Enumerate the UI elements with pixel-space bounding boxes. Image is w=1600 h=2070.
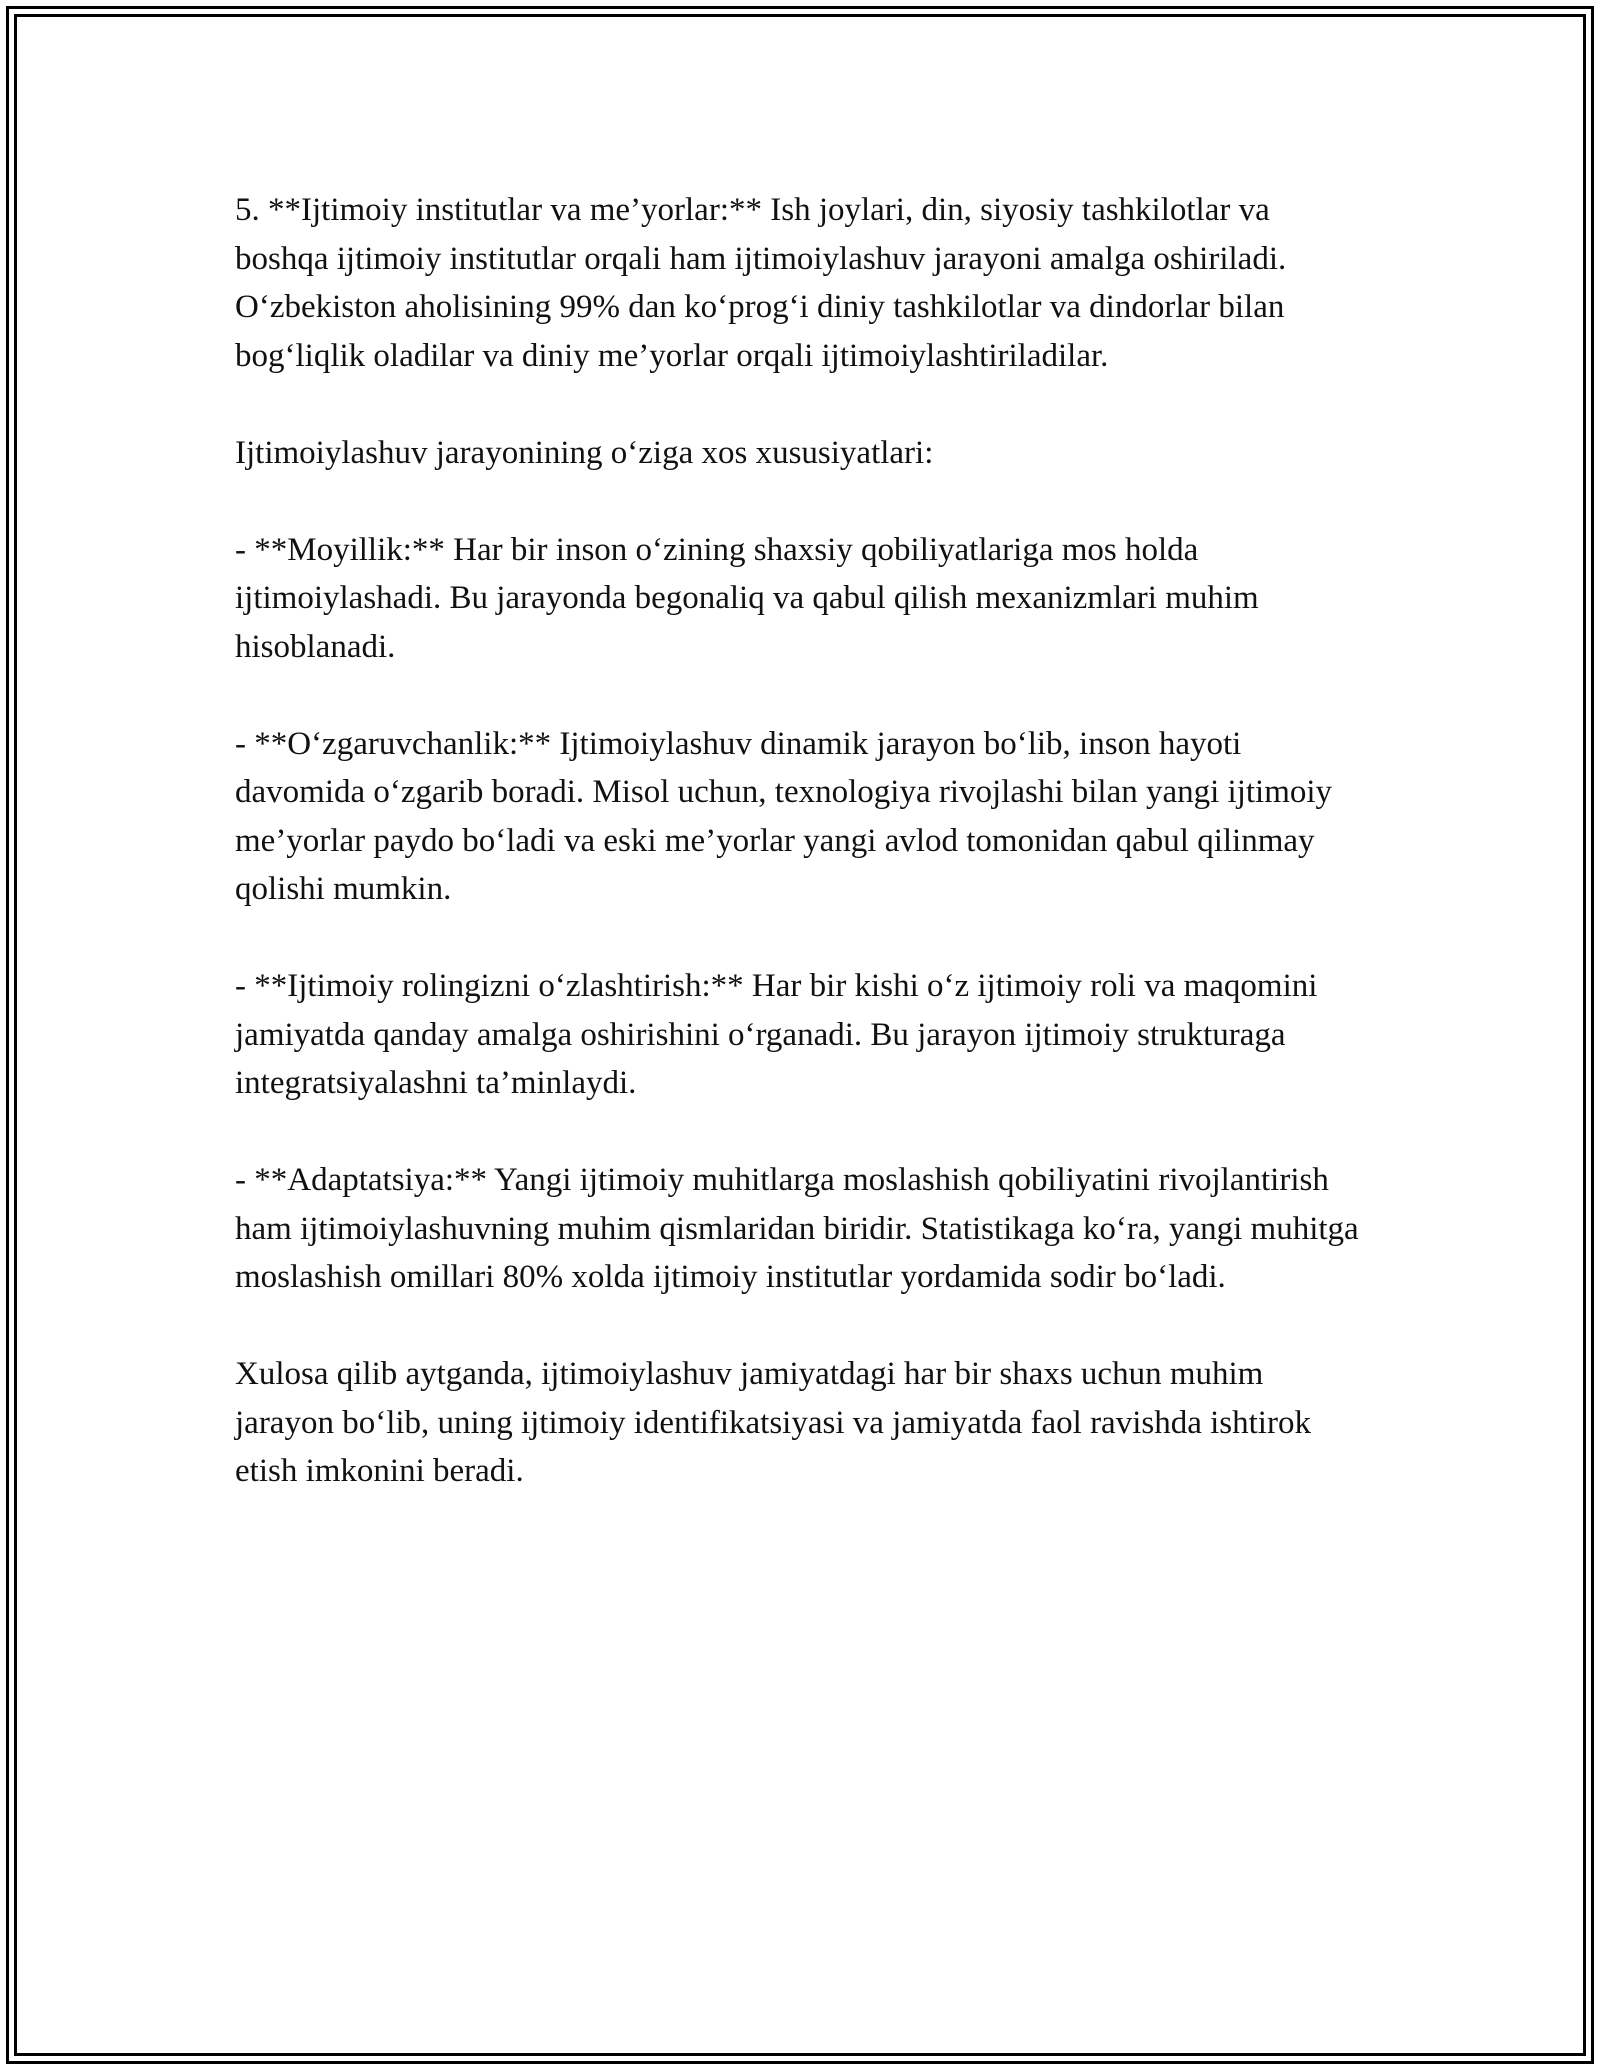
paragraph-inclination: - **Moyillik:** Har bir inson o‘zining shaxsiy qobiliyatlariga mos holda ijtimoiylashadi. Bu jarayonda begonaliq va qabul qilish mexanizmlari muhim hisoblanadi. [235, 531, 1259, 665]
document-body [235, 186, 1365, 1496]
paragraph-variability: - **O‘zgaruvchanlik:** Ijtimoiylashuv dinamik jarayon bo‘lib, inson hayoti davomida o‘zgarib boradi. Misol uchun, texnologiya rivojlashi bilan yangi ijtimoiy me’yorlar paydo bo‘ladi va eski me’yorlar yangi avlod tomonidan qabul qilinmay qolishi mumkin. [235, 725, 1333, 907]
paragraph-features-heading: Ijtimoiylashuv jarayonining o‘ziga xos xususiyatlari: [235, 434, 934, 471]
paragraph-adaptation: - **Adaptatsiya:** Yangi ijtimoiy muhitlarga moslashish qobiliyatini rivojlantirish ham ijtimoiylashuvning muhim qismlaridan biridir. Statistikaga ko‘ra, yangi muhitga moslashish omillari 80% xolda ijtimoiy institutlar yordamida sodir bo‘ladi. [235, 1162, 1359, 1295]
paragraph-role-acquisition: - **Ijtimoiy rolingizni o‘zlashtirish:** Har bir kishi o‘z ijtimoiy roli va maqomini jamiyatda qanday amalga oshirishini o‘rganadi. Bu jarayon ijtimoiy strukturaga integratsiyalashni ta’minlaydi. [235, 968, 1318, 1101]
paragraph-social-institutions: 5. **Ijtimoiy institutlar va me’yorlar:** Ish joylari, din, siyosiy tashkilotlar va boshqa ijtimoiy institutlar orqali ham ijtimoiylashuv jarayoni amalga oshiriladi. O‘zbekiston aholisining 99% dan ko‘prog‘i diniy tashkilotlar va dindorlar bilan bog‘liqlik oladilar va diniy me’yorlar orqali ijtimoiylashtiriladilar. [235, 192, 1287, 374]
paragraph-conclusion: Xulosa qilib aytganda, ijtimoiylashuv jamiyatdagi har bir shaxs uchun muhim jarayon bo‘lib, uning ijtimoiy identifikatsiyasi va jamiyatda faol ravishda ishtirok etish imkonini beradi. [235, 1356, 1311, 1489]
